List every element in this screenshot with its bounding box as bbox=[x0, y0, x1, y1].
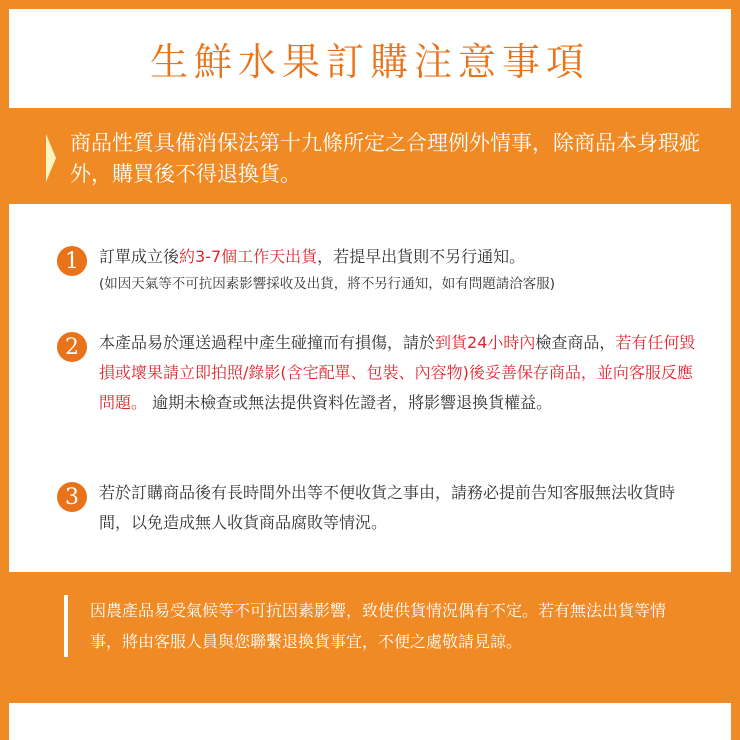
notice-text: 商品性質具備消保法第十九條所定之合理例外情事，除商品本身瑕疵外，購買後不得退換貨。 bbox=[70, 131, 700, 186]
rule-2-part-3: 檢查商品， bbox=[535, 333, 616, 352]
rule-item-1 bbox=[57, 242, 697, 296]
rules-panel bbox=[9, 204, 731, 572]
page-title: 生鮮水果訂購注意事項 bbox=[149, 40, 590, 84]
number-badge-2: 2 bbox=[57, 332, 87, 362]
notice-section bbox=[46, 128, 716, 190]
bottom-note-text: 因農產品易受氣候等不可抗因素影響，致使供貨情況偶有不定。若有無法出貨等情事，將由客服人員與您聯繫退換貨事宜，不便之處敬請見諒。 bbox=[90, 601, 667, 651]
rule-1-highlight: 約3-7個工作天出貨 bbox=[179, 247, 318, 266]
rule-1-part-1: 訂單成立後 bbox=[99, 247, 180, 266]
rule-2-text bbox=[99, 328, 697, 418]
rule-1-part-3: ，若提早出貨則不另行通知。 bbox=[317, 247, 526, 266]
rule-item-3 bbox=[57, 478, 697, 538]
rule-3-text: 若於訂購商品後有長時間外出等不便收貨之事由，請務必提前告知客服無法收貨時間，以免造成無人收貨商品腐敗等情況。 bbox=[99, 483, 676, 532]
rule-2-part-5: 逾期未檢查或無法提供資料佐證者，將影響退換貨權益。 bbox=[147, 393, 553, 412]
triangle-marker-icon bbox=[46, 134, 56, 182]
bottom-note-section bbox=[64, 595, 694, 657]
rule-1-subtext: (如因天氣等不可抗因素影響採收及出貨，將不另行通知，如有問題請洽客服) bbox=[99, 276, 556, 292]
rule-2-part-1: 本產品易於運送過程中產生碰撞而有損傷，請於 bbox=[99, 333, 436, 352]
rule-item-2 bbox=[57, 328, 697, 418]
rule-2-highlight-1: 到貨24小時內 bbox=[435, 333, 536, 352]
number-badge-1: 1 bbox=[57, 246, 87, 276]
rule-1-text bbox=[99, 242, 697, 272]
title-banner bbox=[9, 9, 731, 108]
number-badge-3: 3 bbox=[57, 482, 87, 512]
rule-2-highlight-2: 若有任何毀損或壞果請立即拍照/錄影(含宅配單、包裝、內容物)後妥善保存商品，並向客服反應問題。 bbox=[99, 333, 696, 412]
footer-strip bbox=[9, 703, 731, 740]
